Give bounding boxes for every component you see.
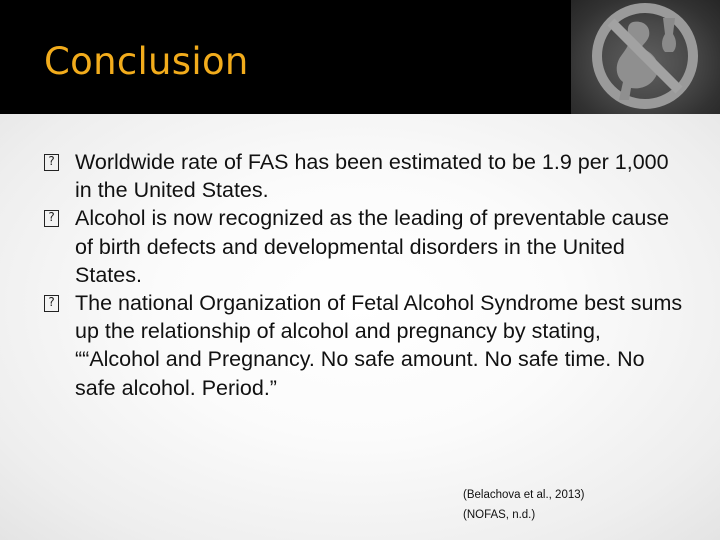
bullet-text: The national Organization of Fetal Alcohol Syndrome best sums up the relationship of alcohol and pregnancy by stating, ““Alcohol and Pregnancy. No safe amount. No safe time. No safe alcohol. Period.”	[75, 291, 683, 400]
bullet-list	[43, 148, 683, 402]
bullet-item	[43, 204, 683, 289]
references	[463, 485, 584, 525]
no-alcohol-pregnancy-icon	[571, 0, 720, 114]
box-bullet-icon	[44, 295, 59, 312]
slide-title: Conclusion	[44, 40, 249, 83]
bullet-item	[43, 289, 683, 402]
title-bar	[0, 0, 720, 114]
reference-item: (NOFAS, n.d.)	[463, 509, 536, 521]
box-bullet-icon	[44, 210, 59, 227]
bullet-text: Alcohol is now recognized as the leading of preventable cause of birth defects and developmental disorders in the United States.	[75, 206, 670, 287]
reference-item: (Belachova et al., 2013)	[463, 489, 585, 501]
bullet-text: Worldwide rate of FAS has been estimated to be 1.9 per 1,000 in the United States.	[75, 150, 669, 203]
bullet-item	[43, 148, 683, 204]
box-bullet-icon	[44, 154, 59, 171]
